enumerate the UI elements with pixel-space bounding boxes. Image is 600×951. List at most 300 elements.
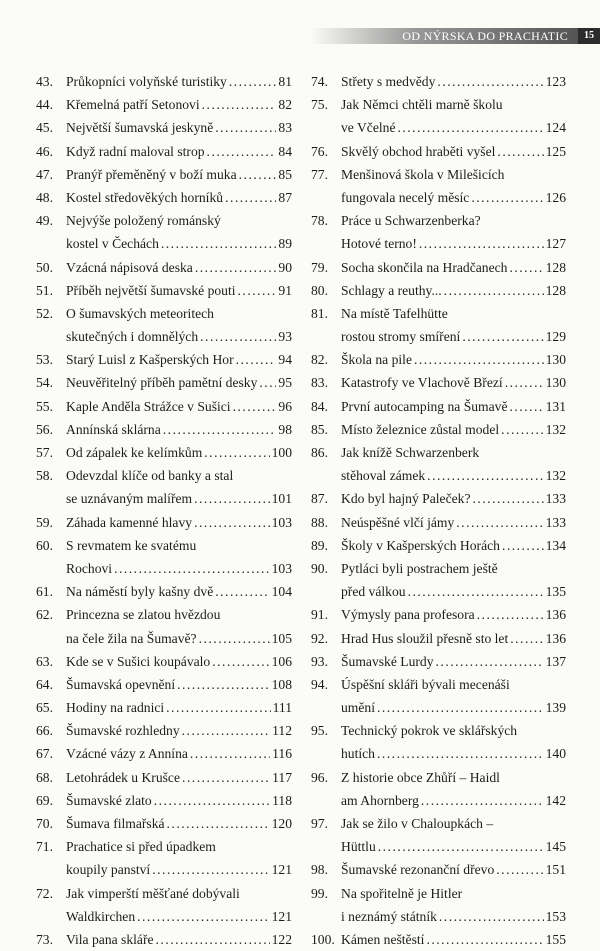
- toc-entry-line: [311, 116, 566, 139]
- toc-entry: [311, 650, 566, 673]
- dot-leader: [509, 256, 543, 279]
- toc-entry: [311, 534, 566, 557]
- toc-entry-number: 96.: [311, 769, 328, 785]
- toc-entry-title: ve Včelné: [341, 120, 396, 136]
- toc-entry: [36, 511, 292, 534]
- toc-entry-title: Největší šumavská jeskyně: [66, 120, 214, 136]
- toc-entry-line: [36, 858, 292, 881]
- toc-entry-line: [36, 116, 292, 139]
- toc-entry-title: Waldkirchen: [66, 908, 136, 924]
- toc-entry-page: 123: [545, 74, 566, 89]
- toc-entry-page: 100: [271, 445, 292, 460]
- toc-entry-number: 86.: [311, 445, 328, 460]
- toc-entry-title: Vzácné vázy z Annína: [66, 746, 188, 762]
- dot-leader: [190, 742, 270, 765]
- toc-entry-line: [311, 232, 566, 255]
- toc-entry-title: Školy v Kašperských Horách: [341, 537, 500, 553]
- toc-entry-page: 104: [271, 584, 292, 600]
- toc-entry-number: 97.: [311, 816, 328, 831]
- toc-entry-line: [311, 673, 566, 696]
- toc-entry-line: [36, 395, 292, 418]
- toc-entry-number: 68.: [36, 769, 53, 785]
- toc-entry-line: [36, 441, 292, 464]
- dot-leader: [182, 766, 270, 789]
- toc-entry-line: [36, 371, 292, 394]
- toc-entry-number: 48.: [36, 189, 53, 205]
- toc-entry-number: 85.: [311, 421, 328, 437]
- toc-entry-title: Šumavské rozhledny: [66, 723, 180, 739]
- toc-entry-line: [36, 418, 292, 441]
- toc-entry: [311, 858, 566, 881]
- toc-entry-page: 121: [271, 862, 292, 878]
- toc-entry-line: [311, 441, 566, 464]
- toc-entry-line: [36, 511, 292, 534]
- toc-entry-line: [311, 766, 566, 789]
- toc-entry: [36, 395, 292, 418]
- toc-entry-page: 140: [545, 746, 566, 762]
- dot-leader: [229, 70, 277, 93]
- toc-entry-page: 91: [278, 282, 292, 298]
- dot-leader: [497, 140, 543, 163]
- dot-leader: [496, 858, 543, 881]
- toc-entry: [36, 673, 292, 696]
- dot-leader: [421, 789, 544, 812]
- toc-entry-line: [311, 580, 566, 603]
- toc-entry-page: 116: [272, 746, 292, 762]
- toc-entry-number: 98.: [311, 862, 328, 878]
- toc-entry-page: 85: [278, 166, 292, 182]
- toc-entry-number: 54.: [36, 375, 53, 391]
- toc-entry-line: [311, 928, 566, 951]
- toc-entry-line: [36, 534, 292, 557]
- toc-entry-title: i neznámý státník: [341, 908, 437, 924]
- toc-entry-line: [311, 905, 566, 928]
- toc-entry-title: na čele žila na Šumavě?: [66, 630, 197, 646]
- toc-entry-page: 111: [272, 700, 292, 716]
- toc-entry-line: [311, 696, 566, 719]
- toc-entry-title: Jak vimperští měšťané dobývali: [66, 885, 240, 901]
- toc-entry-page: 120: [271, 816, 292, 831]
- toc-entry-page: 96: [278, 398, 292, 414]
- toc-entry-line: [36, 650, 292, 673]
- toc-entry-number: 77.: [311, 166, 328, 182]
- toc-entry-number: 47.: [36, 166, 53, 182]
- toc-entry-title: před válkou: [341, 584, 406, 600]
- dot-leader: [233, 395, 277, 418]
- toc-entry-line: [311, 70, 566, 93]
- toc-entry-title: Práce u Schwarzenberka?: [341, 213, 481, 229]
- toc-entry-page: 94: [278, 352, 292, 368]
- toc-entry: [36, 882, 292, 928]
- toc-entry-title: Šumavské Lurdy: [341, 653, 434, 669]
- toc-entry-title: Kde se v Sušici koupávalo: [66, 653, 211, 669]
- toc-entry-page: 112: [272, 723, 292, 739]
- toc-entry-line: [311, 256, 566, 279]
- toc-entry-page: 84: [278, 143, 292, 159]
- toc-entry-line: [36, 905, 292, 928]
- toc-entry-line: [36, 256, 292, 279]
- toc-entry-line: [311, 789, 566, 812]
- toc-entry-title: Annínská sklárna: [66, 421, 161, 437]
- toc-entry-page: 136: [545, 607, 566, 623]
- toc-entry-page: 82: [278, 97, 292, 113]
- toc-entry: [311, 140, 566, 163]
- toc-entry-title: Kaple Anděla Strážce v Sušici: [66, 398, 231, 414]
- toc-entry-title: Příběh největší šumavské pouti: [66, 282, 236, 298]
- toc-entry-title: Když radní maloval strop: [66, 143, 205, 159]
- toc-entry-page: 134: [545, 537, 566, 553]
- toc-entry-page: 108: [271, 676, 292, 692]
- toc-entry-number: 62.: [36, 607, 53, 623]
- toc-entry-title: Kostel středověkých horníků: [66, 189, 224, 205]
- toc-entry-title: Průkopníci volyňské turistiky: [66, 74, 227, 89]
- dot-leader: [156, 928, 270, 951]
- toc-entry: [36, 140, 292, 163]
- toc-entry-line: [36, 627, 292, 650]
- toc-entry-line: [311, 464, 566, 487]
- toc-entry-number: 61.: [36, 584, 53, 600]
- toc-entry-number: 50.: [36, 259, 53, 275]
- toc-entry-number: 63.: [36, 653, 53, 669]
- toc-entry-title: Šumavská opevnění: [66, 676, 176, 692]
- toc-entry-number: 70.: [36, 816, 53, 831]
- dot-leader: [439, 905, 544, 928]
- dot-leader: [154, 789, 270, 812]
- toc-entry-page: 155: [545, 931, 566, 947]
- toc-entry-page: 105: [271, 630, 292, 646]
- dot-leader: [419, 232, 544, 255]
- toc-entry: [311, 348, 566, 371]
- dot-leader: [161, 232, 277, 255]
- toc-entry-page: 126: [545, 189, 566, 205]
- dot-leader: [505, 371, 544, 394]
- toc-entry-number: 59.: [36, 514, 53, 530]
- toc-entry-line: [311, 858, 566, 881]
- toc-entry-line: [36, 186, 292, 209]
- toc-entry-number: 95.: [311, 723, 328, 739]
- toc-entry-title: Starý Luisl z Kašperských Hor: [66, 352, 234, 368]
- toc-entry-line: [311, 487, 566, 510]
- toc-entry-title: skutečných i domnělých: [66, 329, 199, 345]
- toc-entry-number: 92.: [311, 630, 328, 646]
- toc-entry: [36, 534, 292, 580]
- toc-entry-title: Jak knížě Schwarzenberk: [341, 445, 480, 460]
- toc-entry-page: 139: [545, 700, 566, 716]
- toc-entry-number: 99.: [311, 885, 328, 901]
- page-number: 15: [578, 28, 600, 44]
- toc-entry: [311, 302, 566, 348]
- toc-entry-number: 69.: [36, 792, 53, 808]
- toc-entry-page: 124: [545, 120, 566, 136]
- toc-entry-line: [311, 812, 566, 835]
- toc-entry: [36, 719, 292, 742]
- toc-entry-page: 87: [278, 189, 292, 205]
- toc-entry: [311, 719, 566, 765]
- toc-entry-line: [311, 603, 566, 626]
- toc-entry: [311, 279, 566, 302]
- toc-entry-number: 89.: [311, 537, 328, 553]
- toc-entry: [36, 70, 292, 93]
- toc-entry: [311, 673, 566, 719]
- toc-entry-line: [36, 766, 292, 789]
- dot-leader: [163, 418, 277, 441]
- toc-entry-page: 118: [272, 792, 292, 808]
- toc-entry-number: 94.: [311, 676, 328, 692]
- toc-entry: [36, 766, 292, 789]
- toc-entry: [311, 70, 566, 93]
- toc-entry: [36, 93, 292, 116]
- toc-entry-page: 127: [545, 236, 566, 252]
- toc-entry-number: 83.: [311, 375, 328, 391]
- toc-entry-title: Rochovi: [66, 560, 113, 576]
- toc-entry-page: 121: [271, 908, 292, 924]
- toc-entry-title: kostel v Čechách: [66, 236, 159, 252]
- dot-leader: [378, 835, 544, 858]
- dot-leader: [137, 905, 269, 928]
- toc-entry-title: Neuvěřitelný příběh pamětní desky: [66, 375, 258, 391]
- dot-leader: [167, 812, 270, 835]
- toc-entry-line: [36, 464, 292, 487]
- toc-entry-title: Skvělý obchod hraběti vyšel: [341, 143, 496, 159]
- toc-entry-line: [311, 742, 566, 765]
- toc-entry-title: Škola na pile: [341, 352, 412, 368]
- toc-entry-title: umění: [341, 700, 375, 716]
- toc-entry: [36, 603, 292, 649]
- toc-entry: [36, 441, 292, 464]
- toc-entry-line: [36, 487, 292, 510]
- toc-entry-line: [36, 580, 292, 603]
- toc-entry: [36, 742, 292, 765]
- toc-entry-page: 153: [545, 908, 566, 924]
- toc-entry: [36, 371, 292, 394]
- toc-entry-number: 73.: [36, 931, 53, 947]
- toc-entry-line: [36, 719, 292, 742]
- toc-entry-line: [311, 557, 566, 580]
- dot-leader: [397, 116, 543, 139]
- toc-entry-title: Jak Němci chtěli marně školu: [341, 97, 503, 113]
- toc-entry-title: Menšinová škola v Milešicích: [341, 166, 505, 182]
- dot-leader: [437, 70, 543, 93]
- toc-entry-page: 132: [545, 421, 566, 437]
- toc-entry-title: Na náměstí byly kašny dvě: [66, 584, 214, 600]
- toc-entry: [311, 93, 566, 139]
- toc-entry: [36, 348, 292, 371]
- toc-entry-page: 137: [545, 653, 566, 669]
- toc-entry-line: [36, 348, 292, 371]
- toc-entry-line: [311, 371, 566, 394]
- toc-entry: [36, 650, 292, 673]
- toc-entry-line: [36, 93, 292, 116]
- toc-entry-title: Hüttlu: [341, 839, 376, 855]
- toc-entry-number: 56.: [36, 421, 53, 437]
- dot-leader: [194, 487, 270, 510]
- toc-entry: [311, 766, 566, 812]
- toc-entry-number: 84.: [311, 398, 328, 414]
- toc-entry-title: Letohrádek u Krušce: [66, 769, 180, 785]
- dot-leader: [259, 371, 276, 394]
- toc-entry-number: 90.: [311, 560, 328, 576]
- toc-entry-line: [36, 232, 292, 255]
- toc-entry-line: [311, 163, 566, 186]
- dot-leader: [510, 627, 543, 650]
- toc-entry-title: Neúspěšné vlčí jámy: [341, 514, 455, 530]
- toc-entry: [311, 395, 566, 418]
- toc-entry: [311, 256, 566, 279]
- toc-entry-line: [311, 325, 566, 348]
- toc-entry-page: 128: [545, 259, 566, 275]
- toc-entry-page: 129: [545, 329, 566, 345]
- dot-leader: [462, 325, 543, 348]
- toc-entry: [36, 580, 292, 603]
- toc-entry-title: Z historie obce Zhůří – Haidl: [341, 769, 500, 785]
- toc-entry-page: 103: [271, 560, 292, 576]
- toc-column-right: [311, 70, 566, 951]
- toc-entry-title: Katastrofy ve Vlachově Březí: [341, 375, 503, 391]
- toc-entry-page: 131: [545, 398, 566, 414]
- toc-entry: [36, 418, 292, 441]
- toc-entry-number: 55.: [36, 398, 53, 414]
- toc-entry: [36, 696, 292, 719]
- toc-entry: [311, 209, 566, 255]
- toc-entry-number: 88.: [311, 514, 328, 530]
- toc-entry-line: [311, 279, 566, 302]
- toc-entry-number: 65.: [36, 700, 53, 716]
- toc-entry: [311, 163, 566, 209]
- toc-entry-title: Pranýř přeměněný v boží muka: [66, 166, 237, 182]
- toc-entry-page: 130: [545, 375, 566, 391]
- toc-entry-title: Úspěšní skláři bývali mecenáši: [341, 676, 510, 692]
- dot-leader: [152, 858, 269, 881]
- toc-entry: [36, 163, 292, 186]
- dot-leader: [436, 650, 544, 673]
- toc-entry-title: Princezna se zlatou hvězdou: [66, 607, 221, 623]
- toc-entry: [36, 464, 292, 510]
- toc-entry-number: 46.: [36, 143, 53, 159]
- toc-entry-page: 106: [271, 653, 292, 669]
- toc-entry-line: [311, 534, 566, 557]
- toc-entry-page: 122: [271, 931, 292, 947]
- dot-leader: [215, 116, 276, 139]
- toc-entry-title: Jak se žilo v Chaloupkách –: [341, 816, 494, 831]
- toc-entry-page: 145: [545, 839, 566, 855]
- toc-entry-number: 60.: [36, 537, 53, 553]
- dot-leader: [414, 348, 544, 371]
- toc-entry-line: [36, 209, 292, 232]
- toc-entry-title: Nejvýše položený románský: [66, 213, 221, 229]
- toc-entry-title: rostou stromy smíření: [341, 329, 461, 345]
- toc-entry-page: 128: [545, 282, 566, 298]
- dot-leader: [238, 279, 277, 302]
- toc-entry-page: 95: [278, 375, 292, 391]
- toc-entry-number: 91.: [311, 607, 328, 623]
- toc-entry-title: Socha skončila na Hradčanech: [341, 259, 508, 275]
- toc-entry-page: 133: [545, 491, 566, 507]
- toc-entry-number: 71.: [36, 839, 53, 855]
- toc-entry-line: [36, 603, 292, 626]
- toc-entry-page: 103: [271, 514, 292, 530]
- toc-entry: [311, 812, 566, 858]
- running-header-title: OD NÝRSKA DO PRACHATIC: [402, 29, 568, 43]
- dot-leader: [225, 186, 276, 209]
- toc-entry-number: 57.: [36, 445, 53, 460]
- dot-leader: [212, 650, 269, 673]
- toc-entry-title: Vzácná nápisová deska: [66, 259, 193, 275]
- toc-entry-line: [311, 93, 566, 116]
- toc-entry-title: Záhada kamenné hlavy: [66, 514, 193, 530]
- toc-entry-title: Hrad Hus sloužil přesně sto let: [341, 630, 509, 646]
- toc-entry: [36, 789, 292, 812]
- toc-entry-line: [311, 348, 566, 371]
- toc-entry-title: Šumava filmařská: [66, 816, 165, 831]
- toc-entry-line: [36, 835, 292, 858]
- toc-entry-number: 45.: [36, 120, 53, 136]
- toc-entry-page: 83: [278, 120, 292, 136]
- toc-entry-line: [36, 812, 292, 835]
- toc-entry-title: Vila pana skláře: [66, 931, 154, 947]
- toc-entry-line: [311, 719, 566, 742]
- toc-entry: [36, 116, 292, 139]
- toc-entry-number: 58.: [36, 468, 53, 484]
- toc-entry-page: 81: [278, 74, 292, 89]
- toc-entry-page: 89: [278, 236, 292, 252]
- toc-entry-line: [36, 882, 292, 905]
- dot-leader: [207, 140, 277, 163]
- toc-entry: [36, 835, 292, 881]
- toc-entry-number: 53.: [36, 352, 53, 368]
- toc-entry: [311, 882, 566, 928]
- toc-entry: [311, 511, 566, 534]
- dot-leader: [426, 928, 543, 951]
- dot-leader: [202, 93, 277, 116]
- toc-entry: [36, 209, 292, 255]
- toc-entry: [311, 371, 566, 394]
- dot-leader: [182, 719, 270, 742]
- toc-entry: [311, 487, 566, 510]
- toc-entry-title: Šumavské rezonanční dřevo: [341, 862, 495, 878]
- toc-entry-page: 142: [545, 792, 566, 808]
- toc-entry-line: [311, 302, 566, 325]
- toc-entry-number: 74.: [311, 74, 328, 89]
- dot-leader: [195, 256, 277, 279]
- toc-entry-line: [311, 140, 566, 163]
- toc-entry-title: Kámen neštěstí: [341, 931, 425, 947]
- toc-entry-number: 80.: [311, 282, 328, 298]
- toc-entry-number: 79.: [311, 259, 328, 275]
- dot-leader: [200, 325, 276, 348]
- toc-entry-title: S revmatem ke svatému: [66, 537, 197, 553]
- toc-entry-title: Pytláci byli postrachem ještě: [341, 560, 498, 576]
- toc-entry-page: 125: [545, 143, 566, 159]
- toc-entry-title: Prachatice si před úpadkem: [66, 839, 216, 855]
- toc-entry-title: Střety s medvědy: [341, 74, 436, 89]
- toc-entry-title: Na spořitelně je Hitler: [341, 885, 463, 901]
- toc-entry-number: 64.: [36, 676, 53, 692]
- toc-entry-page: 133: [545, 514, 566, 530]
- dot-leader: [502, 534, 544, 557]
- toc-entry-number: 76.: [311, 143, 328, 159]
- dot-leader: [215, 580, 269, 603]
- toc-entry-line: [36, 557, 292, 580]
- dot-leader: [501, 418, 543, 441]
- toc-entry: [311, 928, 566, 951]
- toc-entry-title: am Ahornberg: [341, 792, 419, 808]
- toc-entry-number: 87.: [311, 491, 328, 507]
- toc-entry-title: Šumavské zlato: [66, 792, 152, 808]
- toc-entry-line: [311, 186, 566, 209]
- toc-entry-line: [36, 673, 292, 696]
- toc-entry-number: 51.: [36, 282, 53, 298]
- toc-entry-title: fungovala necelý měsíc: [341, 189, 470, 205]
